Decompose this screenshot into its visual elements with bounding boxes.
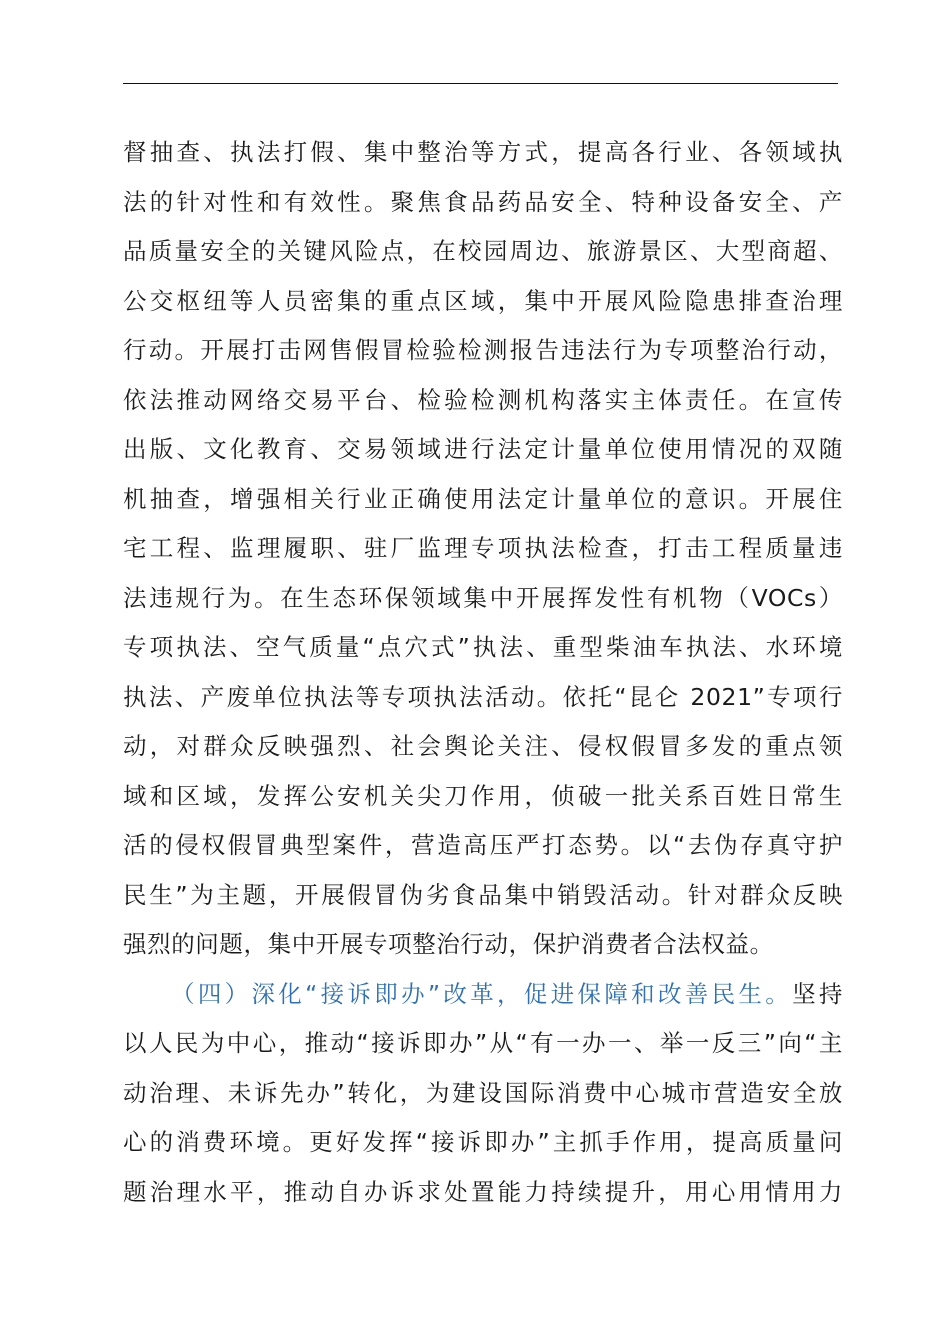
paragraph-2: [123, 970, 843, 1218]
text-line: 督抽查、执法打假、集中整治等方式，提高各行业、各领域执: [123, 138, 843, 166]
section-heading-line: [123, 970, 843, 1020]
text-line: 出版、文化教育、交易领域进行法定计量单位使用情况的双随: [123, 435, 843, 463]
paragraph-1: [123, 128, 843, 970]
text-line: 强烈的问题，集中开展专项整治行动，保护消费者合法权益。: [123, 930, 774, 958]
text-line: 以人民为中心，推动“接诉即办”从“有一办一、举一反三”向“主: [123, 1029, 843, 1057]
text-line: 执法、产废单位执法等专项执法活动。依托“昆仑 2021”专项行: [123, 682, 843, 711]
header-rule: [123, 83, 838, 84]
text-line: 法违规行为。在生态环保领域集中开展挥发性有机物（VOCs）: [123, 583, 843, 612]
text-line: 专项执法、空气质量“点穴式”执法、重型柴油车执法、水环境: [123, 633, 843, 661]
section-heading: （四）深化“接诉即办”改革，促进保障和改善民生。: [171, 979, 793, 1008]
text-line: 心的消费环境。更好发挥“接诉即办”主抓手作用，提高质量问: [123, 1128, 843, 1156]
text-line: 域和区域，发挥公安机关尖刀作用，侦破一批关系百姓日常生: [123, 781, 843, 810]
text-line: 民生”为主题，开展假冒伪劣食品集中销毁活动。针对群众反映: [123, 880, 843, 909]
text-line: 品质量安全的关键风险点，在校园周边、旅游景区、大型商超、: [123, 237, 843, 265]
text-line: 动治理、未诉先办”转化，为建设国际消费中心城市营造安全放: [123, 1078, 843, 1107]
text-line: 题治理水平，推动自办诉求处置能力持续提升，用心用情用力: [123, 1177, 843, 1206]
text-line: 公交枢纽等人员密集的重点区域，集中开展风险隐患排查治理: [123, 286, 843, 315]
text-line: 法的针对性和有效性。聚焦食品药品安全、特种设备安全、产: [123, 187, 843, 216]
text-line: 机抽查，增强相关行业正确使用法定计量单位的意识。开展住: [123, 484, 843, 513]
text-line: 动，对群众反映强烈、社会舆论关注、侵权假冒多发的重点领: [123, 732, 843, 760]
text-line: 行动。开展打击网售假冒检验检测报告违法行为专项整治行动，: [123, 336, 843, 364]
body-text: [123, 128, 843, 1217]
text-fragment: 坚持: [792, 979, 844, 1008]
text-line: 依法推动网络交易平台、检验检测机构落实主体责任。在宣传: [123, 385, 843, 414]
text-line: 活的侵权假冒典型案件，营造高压严打态势。以“去伪存真守护: [123, 831, 843, 859]
text-line: 宅工程、监理履职、驻厂监理专项执法检查，打击工程质量违: [123, 534, 843, 562]
